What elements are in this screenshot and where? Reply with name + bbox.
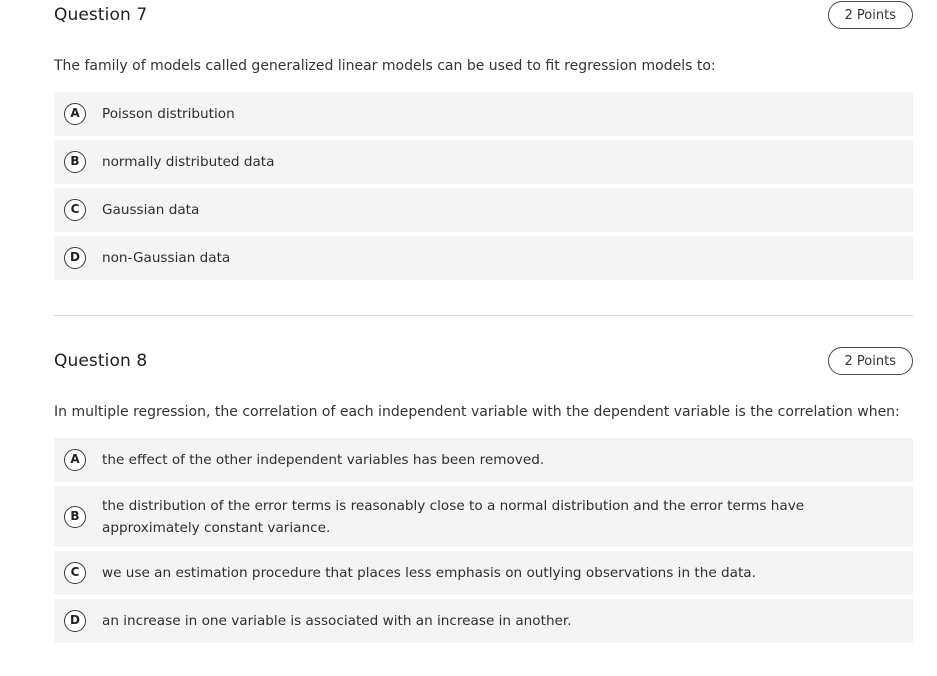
option-letter-c: C [64, 562, 86, 584]
question-title: Question 8 [54, 351, 148, 371]
option-letter-d: D [64, 247, 86, 269]
option-b[interactable] [54, 140, 913, 184]
option-d[interactable] [54, 236, 913, 280]
option-letter-d: D [64, 610, 86, 632]
question-header [54, 0, 913, 34]
question-divider [54, 315, 913, 316]
option-text: an increase in one variable is associated with an increase in another. [102, 613, 572, 629]
question-title: Question 7 [54, 5, 148, 25]
option-b[interactable] [54, 486, 913, 547]
option-text: Gaussian data [102, 202, 200, 218]
option-letter-b: B [64, 151, 86, 173]
question-7 [54, 0, 913, 280]
option-letter-a: A [64, 103, 86, 125]
option-letter-b: B [64, 506, 86, 528]
option-letter-c: C [64, 199, 86, 221]
option-text: the effect of the other independent variables has been removed. [102, 452, 545, 468]
option-d[interactable] [54, 599, 913, 643]
points-badge: 2 Points [828, 347, 913, 375]
question-header [54, 346, 913, 380]
option-text: non-Gaussian data [102, 250, 231, 266]
option-text: Poisson distribution [102, 106, 235, 122]
option-text: we use an estimation procedure that places less emphasis on outlying observations in the data. [102, 565, 756, 581]
answer-options [54, 92, 913, 280]
option-c[interactable] [54, 551, 913, 595]
option-a[interactable] [54, 438, 913, 482]
answer-options [54, 438, 913, 643]
option-letter-a: A [64, 449, 86, 471]
option-text: the distribution of the error terms is reasonably close to a normal distribution and the error terms have approximately constant variance. [102, 497, 805, 536]
question-text: The family of models called generalized linear models can be used to fit regression models to: [54, 58, 716, 74]
option-a[interactable] [54, 92, 913, 136]
points-badge: 2 Points [828, 1, 913, 29]
question-text: In multiple regression, the correlation of each independent variable with the dependent variable is the correlation when: [54, 404, 900, 420]
option-text: normally distributed data [102, 154, 275, 170]
question-8 [54, 346, 913, 643]
option-c[interactable] [54, 188, 913, 232]
